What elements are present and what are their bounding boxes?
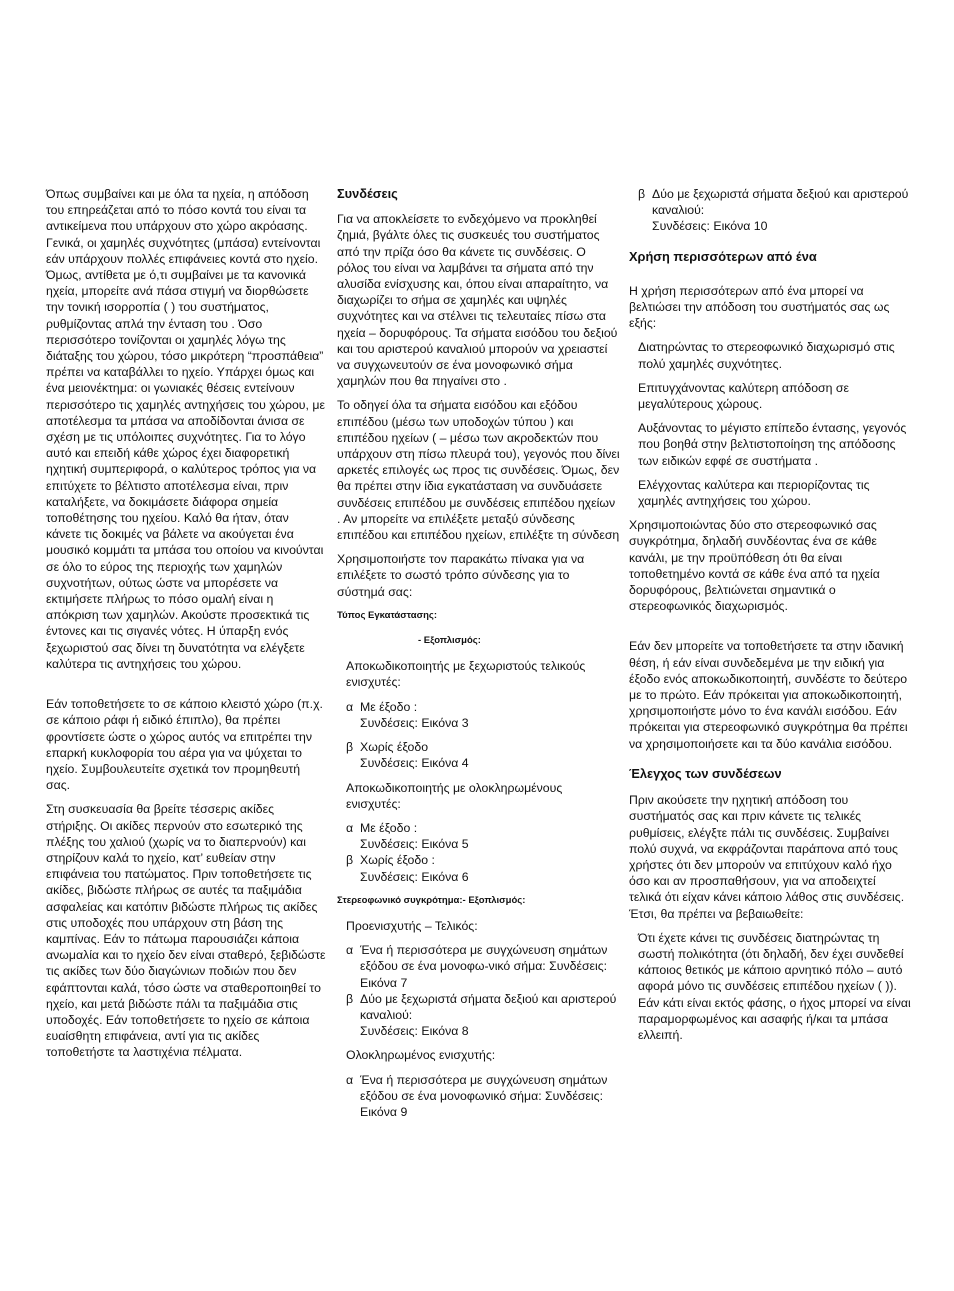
install-type-label: Τύπος Εγκατάστασης: [337, 609, 437, 621]
connections-heading: Συνδέσεις [337, 186, 398, 201]
option-3b: β Δύο με ξεχωριστά σήματα δεξιού και αριστερού καναλιού: Συνδέσεις: Εικόνα 8 [346, 991, 617, 1039]
placement-paragraph: Όπως συμβαίνει και με όλα τα ηχεία, η απόδοση του επηρεάζεται από το πόσο κοντά του είναι τα αντικείμενα που υπάρχουν στο χώρο ακρόασης. Γενικά, οι χαμηλές συχνότητες (μπάσα) εντείνονται εάν υπάρχουν πολλές επιφάνειες κοντά στο ηχείο. Όμως, αντίθετα με ό,τι συμβαίνει με τα κανονικά ηχεία, μπορείτε ανά πάσα στιγμή να διορθώσετε την τονική ισορροπία ( ) του συστήματος, ρυθμίζοντας απλά την ένταση του . Όσο περισσότερο τονίζονται οι χαμηλές λόγω της διάταξης του χώρου, τόσο μικρότερη “προσπάθεια” πρέπει να καταβάλλει το ηχείο. Υπάρχει όμως και ένα μειονέκτημα: οι γωνιακές θέσεις εντείνουν περισσότερο τις χαμηλές αντηχήσεις του χώρου, με αποτέλεσμα τα μπάσα να αποδίδονται άνισα σε σχέση με τις υπόλοιπες συχνότητες. Για το λόγο αυτό και επειδή κάθε χώρος έχει διαφορετική ηχητική συμπεριφορά, ο καλύτερος τρόπος για να επιτύχετε το βέλτιστο αποτέλεσμα είναι, πριν καταλήξετε, να δοκιμάσετε διάφορα σημεία τοποθέτησης του ηχείου. Καλό θα ήταν, όταν κάνετε τις δοκιμές να βάλετε να ακούγεται ένα μουσικό κομμάτι τα μπάσα του οποίου να κινούνται σε όλο το εύρος της περιοχής των χαμηλών συχνοτήτων, ούτως ώστε να μπορέσετε να εκτιμήσετε πλήρως το πόσο ομαλή είναι η απόκριση των χαμηλών. Ακούστε προσεκτικά τις έντονες και τις σιγανές νότες. Η ύπαρξη ενός ξεχωριστού σας δίνει τη δυνατότητα να ελέγξετε καλύτερα τις αντηχήσεις του χώρου. [46, 187, 325, 671]
connections-intro: Για να αποκλείσετε το ενδεχόμενο να προκληθεί ζημιά, βγάλτε όλες τις συσκευές του συστήματος από την πρίζα όσο θα κάνετε τις συνδέσεις. Ο ρόλος του είναι να λαμβάνει τα σήματα από την αλυσίδα ενίσχυσης και, όπου είναι απαραίτητο, να διαχωρίζει το σήμα σε χαμηλές και υψηλές συχνότητες και να στέλνει τις τελευταίες πίσω στα ηχεία – δορυφόρους. Τα σήματα εισόδου του δεξιού και του αριστερού καναλιού μπορούν να χρειαστεί να συγχωνευτούν σε ένα μονοφωνικό σήμα χαμηλών που θα πηγαίνει στο . [337, 212, 618, 389]
equipment-label: - Εξοπλισμός: [418, 635, 481, 647]
spikes-paragraph: Στη συσκευασία θα βρείτε τέσσερις ακίδες στήριξης. Οι ακίδες περνούν στο εσωτερικό της πλέξης του χαλιού (χωρίς να το διαπερνούν) και στηρίζουν καλά το ηχείο, κατ’ ευθείαν στην επιφάνεια του πατώματος. Πριν τοποθετήσετε τις ακίδες, βιδώστε πλήρως σε αυτές τα παξιμάδια ασφαλείας και κατόπιν βιδώστε πλήρως τις ακίδες στις υποδοχές που υπάρχουν στη βάση της καμπίνας. Εάν το πάτωμα παρουσιάζει κάποια ανωμαλία και το ηχείο δεν είναι σταθερό, ξεβιδώστε τις ακίδες των δύο διαγώνιων ποδιών που δεν εφάπτονται καλά, τόσο ώστε να σταθεροποιηθεί το ηχείο, και μετά βιδώστε πάλι τα παξιμάδια στις υποδοχές. Εάν τοποθετήσετε το ηχείο σε κάποια ευαίσθητη επιφάνεια, αντί για τις ακίδες τοποθετήστε τα λαστιχένια πέλματα. [46, 802, 326, 1060]
integrated-decoder-label: Αποκωδικοποιητής με ολοκληρωμένους ενισχυτές: [346, 780, 563, 811]
option-3a: α Ένα ή περισσότερα με συγχώνευση σημάτων εξόδου σε ένα μονοφω-νικό σήμα: Συνδέσεις: Εικόνα 7 [346, 943, 608, 990]
column-2 [337, 186, 620, 1128]
polarity-item: Ότι έχετε κάνει τις συνδέσεις διατηρώντας τη σωστή πολικότητα (ότι δηλαδή, δεν έχει συνδεθεί κάποιος θετικός με κάποιο αρνητικό πόλο – αυτό αφορά μόνο τις συνδέσεις επιπέδου ηχείων ( )). Εάν κάτι είναι εκτός φάσης, ο ήχος μπορεί να είναι παραμορφωμένος και ασαφής ή/και τα μπάσα ελλειπή. [638, 930, 911, 1042]
integrated-amp-label: Ολοκληρωμένος ενισχυτής: [346, 1048, 496, 1063]
daisy-chain-paragraph: Εάν δεν μπορείτε να τοποθετήσετε τα στην ιδανική θέση, ή εάν είναι συνδεδεμένα με την ειδική για έξοδο ενός αποκωδικοποιητή, συνδέστε το δεύτερο με το πρώτο. Εάν πρόκειται για αποκωδικοποιητή, χρησιμοποιήστε μόνο το ένα κανάλι εισόδου. Εάν πρόκειται για στερεοφωνικό συγκρότημα θα πρέπει να χρησιμοποιήσετε και τα δύο κανάλια εισόδου. [629, 639, 908, 751]
option-2a: α Με έξοδο : Συνδέσεις: Εικόνα 5 [346, 820, 469, 852]
benefit-item: Αυξάνοντας το μέγιστο επίπεδο έντασης, γεγονός που βοηθά στην βελτιστοποίηση της απόδοσης των ειδικών εφφέ σε συστήματα . [638, 421, 907, 468]
benefit-item: Ελέγχοντας καλύτερα και περιορίζοντας τις χαμηλές αντηχήσεις του χώρου. [638, 477, 870, 509]
stereo-system-label: Στερεοφωνικό συγκρότημα:- Εξοπλισμός: [337, 894, 526, 906]
option-4b: β Δύο με ξεχωριστά σήματα δεξιού και αριστερού καναλιού: Συνδέσεις: Εικόνα 10 [638, 187, 909, 234]
option-4a: α Ένα ή περισσότερα με συγχώνευση σημάτων εξόδου σε ένα μονοφωνικό σήμα: Συνδέσεις: Εικόνα 9 [346, 1072, 608, 1119]
option-2b: β Χωρίς έξοδο : Συνδέσεις: Εικόνα 6 [346, 853, 469, 884]
connections-table-intro: Χρησιμοποιήστε τον παρακάτω πίνακα για να επιλέξετε το σωστό τρόπο σύνδεσης για το σύστημά σας: [337, 552, 585, 599]
check-connections-paragraph: Πριν ακούσετε την ηχητική απόδοση του συστήματός σας και πριν κάνετε τις τελικές ρυθμίσεις, ελέγξτε πάλι τις συνδέσεις. Συμβαίνει πολύ συχνά, να εκφράζονται παράπονα από τους χρήστες ότι δεν μπορούν να επιτύχουν καλό ήχο όσο και αν προσπαθήσουν, για να αποδειχτεί τελικά ότι είχαν κάνει κάποιο λάθος στις συνδέσεις. Έτσι, θα πρέπει να βεβαιωθείτε: [629, 793, 905, 921]
preamp-label: Προενισχυτής – Τελικός: [346, 918, 478, 933]
enclosure-paragraph: Εάν τοποθετήσετε το σε κάποιο κλειστό χώρο (π.χ. σε κάποιο ράφι ή ειδικό έπιπλο), θα πρέπει φροντίσετε ώστε ο χώρος αυτός να επιτρέπει την επαρκή κυκλοφορία του αέρα για να ψύχεται το ηχείο. Συμβουλευτείτε σχετικά τον προμηθευτή σας. [46, 697, 323, 793]
separate-decoder-label: Αποκωδικοποιητής με ξεχωριστούς τελικούς ενισχυτές: [346, 659, 586, 690]
option-1a: α Με έξοδο : Συνδέσεις: Εικόνα 3 [346, 699, 469, 730]
option-1b: β Χωρίς έξοδο Συνδέσεις: Εικόνα 4 [346, 740, 469, 771]
multiple-units-intro: Η χρήση περισσότερων από ένα μπορεί να βελτιώσει την απόδοση του συστήματός σας ως εξής: [629, 283, 890, 331]
benefit-item: Διατηρώντας το στερεοφωνικό διαχωρισμό στις πολύ χαμηλές συχνότητες. [638, 340, 895, 371]
connections-levels: Το οδηγεί όλα τα σήματα εισόδου και εξόδου επιπέδου (μέσω των υποδοχών τύπου ) και επιπέδου ηχείων ( – μέσω των ακροδεκτών που υπάρχουν στη πίσω πλευρά του), γεγονός που δίνει αρκετές επιλογές ως προς τις συνδέσεις. Όμως, δεν θα πρέπει στην ίδια εγκατάσταση να συνδυάσετε συνδέσεις επιπέδου με συνδέσεις επιπέδου ηχείων . Αν μπορείτε να επιλέξετε μεταξύ σύνδεσης επιπέδου και επιπέδου ηχείων, επιλέξτε τη σύνδεση [337, 398, 620, 543]
column-1 [46, 186, 326, 1069]
stereo-separation-paragraph: Χρησιμοποιώντας δύο στο στερεοφωνικό σας συγκρότημα, δηλαδή συνδέοντας ένα σε κάθε κανάλι, με την προϋπόθεση ότι θα είναι τοποθετημένο κοντά σε κάθε ένα από τα ηχεία δορυφόρους, βελτιώνεται σημαντικά ο στερεοφωνικός διαχωρισμός. [629, 518, 880, 614]
column-3 [629, 186, 911, 1051]
check-connections-heading: Έλεγχος των συνδέσεων [629, 765, 782, 781]
benefit-item: Επιτυγχάνοντας καλύτερη απόδοση σε μεγαλύτερους χώρους. [638, 380, 849, 412]
multiple-units-heading: Χρήση περισσότερων από ένα [629, 248, 817, 264]
